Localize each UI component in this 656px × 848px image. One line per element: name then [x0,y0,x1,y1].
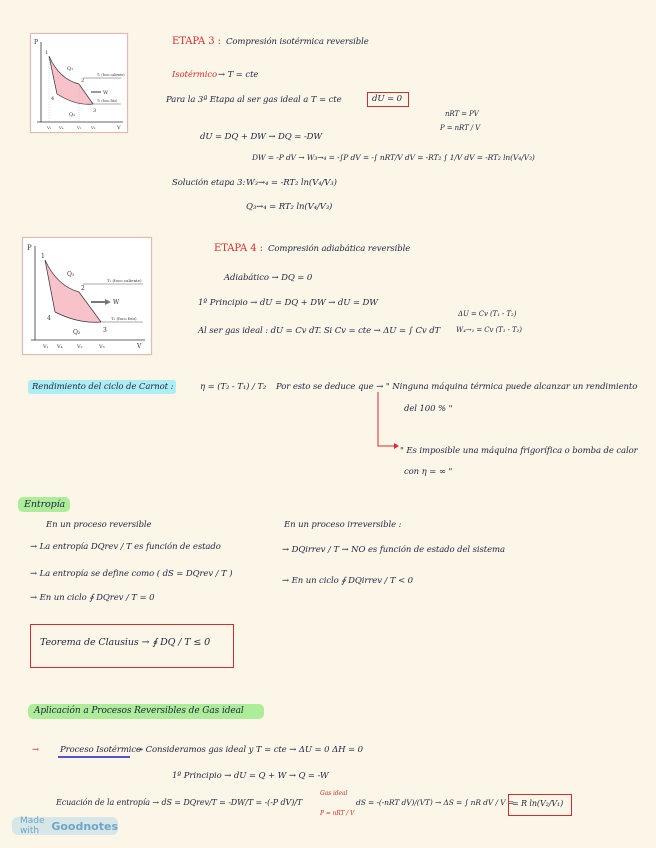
fig2-label-q1: Q₁ [67,271,75,278]
aplicacion-iso1: → Consideramos gas ideal y T = cte → ΔU = 0 ΔH = 0 [136,745,363,755]
etapa3-isotermico-rest: → T = cte [218,70,259,80]
fig2-label-p: P [27,244,32,252]
etapa3-title: ETAPA 3 : [172,36,221,47]
aplicacion-result: = R ln(V₂/V₁) [512,799,564,808]
etapa4-title: ETAPA 4 : [214,243,263,254]
fig1-label-t1: T₁ (foco caliente) [97,73,125,77]
rendimiento-texto2: " Es imposible una máquina frigorífica o bomba de calor [400,446,638,456]
fig2-label-w: W [113,299,120,306]
fig2-label-q2: Q₂ [73,329,81,336]
etapa3-du-box: dU = 0 [372,94,402,104]
aplicacion-ds2: dS = -(-nRT dV)/(VT) → ΔS = ∫ nR dV / V = [356,798,514,807]
rendimiento-formula: η = (T₂ - T₁) / T₂ [200,382,267,392]
entropia-rev3: → En un ciclo ∮ DQrev / T = 0 [30,593,155,603]
aplicacion-isotermico-label: Proceso Isotérmico [60,745,142,755]
fig1-label-v: V [117,125,121,131]
rendimiento-label: Rendimiento del ciclo de Carnot : [32,382,174,392]
etapa3-pv1: nRT = PV [445,110,479,118]
fig1-label-2: 2 [81,78,85,84]
etapa4-adiabatico: Adiabático → DQ = 0 [224,273,313,283]
entropia-rev1: → La entropía DQrev / T es función de estado [30,542,221,552]
goodnotes-badge [12,817,118,835]
etapa4-principio: 1º Principio → dU = DQ + DW → dU = DW [198,298,378,308]
fig1-label-w: W [103,90,109,96]
entropia-title: Entropía [24,499,66,510]
fig2-label-2: 2 [81,285,85,292]
etapa3-isotermico: Isotérmico [172,70,218,80]
etapa3-line2: dU = DQ + DW → DQ = -DW [200,132,322,142]
etapa3-line1: Para la 3ª Etapa al ser gas ideal a T = cte [166,95,342,105]
aplicacion-title: Aplicación a Procesos Reversibles de Gas ideal [34,706,244,716]
entropia-rev-title: En un proceso reversible [46,520,152,530]
fig1-label-v3: V₃ [91,125,96,130]
entropia-irr1: → DQirrev / T → NO es función de estado del sistema [282,545,505,555]
etapa4-gas-ideal: Al ser gas ideal : dU = Cv dT. Si Cv = cte → ΔU = ∫ Cv dT [198,326,441,336]
etapa3-line3: DW = -P dV → W₃→₄ = -∫P dV = -∫ nRT/V dV = -RT₂ ∫ 1/V dV = -RT₂ ln(V₄/V₃) [252,153,535,162]
entropia-irr-title: En un proceso irreversible : [284,520,402,530]
rendimiento-texto1b: del 100 % " [404,404,453,414]
fig2-label-t2: T₂ (foco frío) [111,316,137,321]
etapa3-pv2: P = nRT / V [440,124,481,132]
fig2-label-v3: V₃ [99,344,105,350]
fig1-label-v4: V₄ [59,125,64,130]
badge-brand: Goodnotes [51,819,118,833]
fig1-label-v1: V₁ [47,125,52,130]
etapa3-subtitle: Compresión isotérmica reversible [226,37,369,47]
fig2-label-v4: V₄ [57,344,63,350]
etapa3-w34: W₃→₄ = -RT₂ ln(V₄/V₃) [246,178,337,188]
badge-made-with: Made with [20,816,45,836]
entropia-irr2: → En un ciclo ∮ DQirrev / T < 0 [282,576,413,586]
etapa4-w41: W₄→₁ = Cv (T₁ - T₂) [456,326,522,334]
aplicacion-iso2: 1º Principio → dU = Q + W → Q = -W [172,771,329,781]
fig1-label-p: P [34,39,39,46]
rendimiento-texto1: Por esto se deduce que → " Ninguna máquina térmica puede alcanzar un rendimiento [276,382,638,392]
entropia-clausius: Teorema de Clausius → ∮ DQ / T ≤ 0 [40,637,211,648]
fig2-label-v2: V₂ [77,344,83,350]
rendimiento-texto2b: con η = ∞ " [404,467,453,477]
fig1-label-t2: T₂ (foco frío) [97,99,118,103]
etapa3-solucion: Solución etapa 3: [172,178,246,188]
fig1-label-v2: V₂ [77,125,82,130]
fig2-label-3: 3 [103,327,107,334]
fig1-label-q1: Q₁ [67,66,74,72]
fig2-label-t1: T₁ (foco caliente) [107,278,142,283]
fig2-label-1: 1 [41,253,45,260]
aplicacion-arrow-bullet: → [32,745,40,755]
fig2-label-v: V [137,343,142,350]
aplicacion-gas-ideal-note: Gas ideal [320,790,348,797]
fig1-label-3: 3 [93,108,97,114]
fig1-label-q2: Q₂ [69,112,76,118]
fig2-label-v1: V₁ [43,344,49,350]
etapa4-subtitle: Compresión adiabática reversible [268,244,411,254]
aplicacion-ecuacion: Ecuación de la entropía → dS = DQrev/T = -DW/T = -(-P dV)/T [56,798,303,807]
fig1-label-4: 4 [51,96,55,102]
etapa3-q34: Q₃→₄ = RT₂ ln(V₄/V₃) [246,202,333,212]
fig1-label-1: 1 [45,50,49,56]
fig2-label-4: 4 [47,315,51,322]
aplicacion-p-note: P = nRT / V [320,810,355,817]
entropia-rev2: → La entropía se define como ( dS = DQrev / T ) [30,569,233,579]
isotermico-underline [58,756,130,758]
etapa4-du-res: ΔU = Cv (T₁ - T₂) [458,310,517,318]
